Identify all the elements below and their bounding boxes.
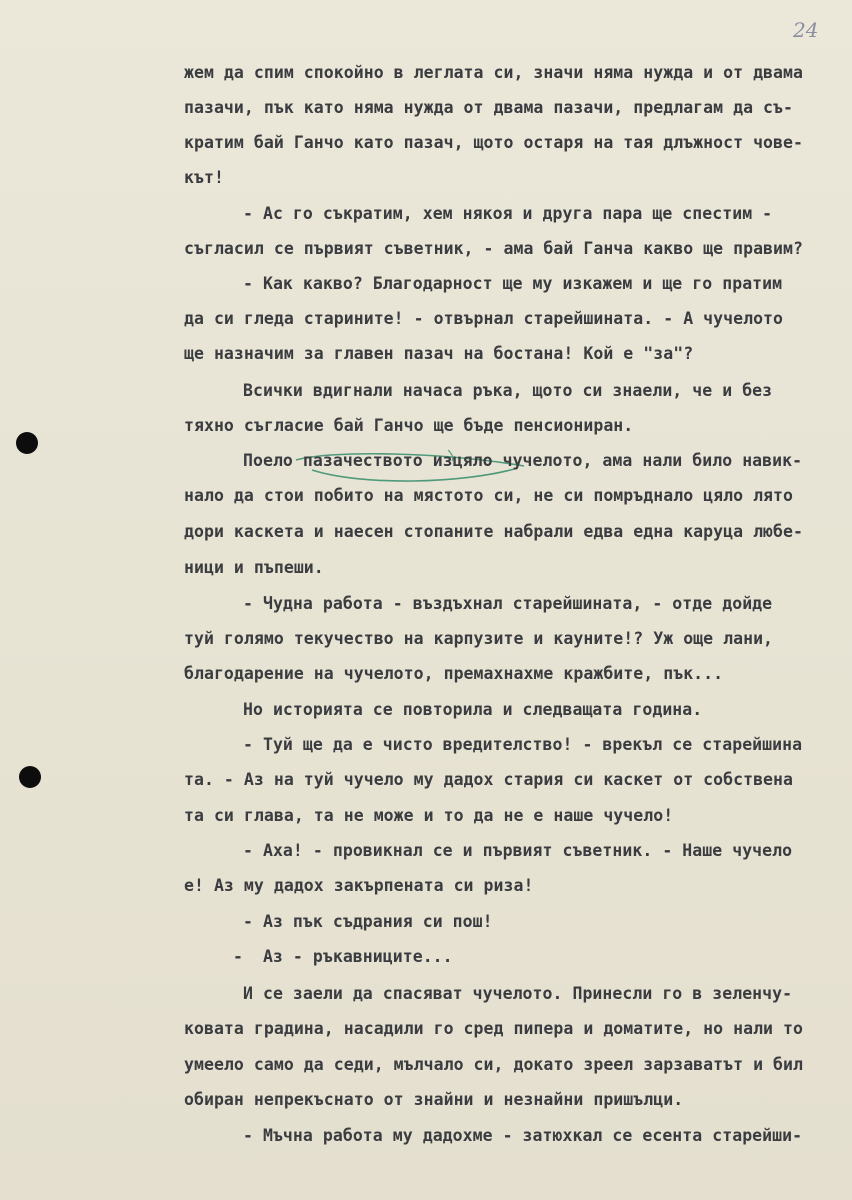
- text-line: ще назначим за главен пазач на бостана! Кой е "за"?: [184, 344, 694, 363]
- page-number: 24: [793, 18, 819, 42]
- text-line: дори каскета и наесен стопаните набрали едва една каруца любе-: [184, 522, 803, 541]
- text-line: да си гледа старините! - отвърнал старейшината. - А чучелото: [184, 309, 784, 328]
- text-line: жем да спим спокойно в леглата си, значи няма нужда и от двама: [184, 63, 803, 82]
- text-line: - Мъчна работа му дадохме - затюхкал се есента старейши-: [243, 1126, 803, 1145]
- text-line: И се заели да спасяват чучелото. Принесли го в зеленчу-: [243, 984, 793, 1003]
- text-line: пазачи, пък като няма нужда от двама пазачи, предлагам да съ-: [184, 98, 794, 117]
- text-line: умеело само да седи, мълчало си, докато зреел зарзаватът и бил: [184, 1055, 803, 1074]
- text-line: - Аха! - провикнал се и първият съветник. - Наше чучело: [243, 841, 793, 860]
- text-line: - Аз - ръкавниците...: [233, 947, 453, 966]
- text-line: Поело пазачеството изцяло чучелото, ама нали било навик-: [243, 451, 803, 470]
- text-line: благодарение на чучелото, премахнахме кражбите, пък...: [184, 664, 724, 683]
- text-line: ници и пъпеши.: [184, 558, 324, 577]
- text-line: тяхно съгласие бай Ганчо ще бъде пенсиониран.: [184, 416, 634, 435]
- punch-hole: [19, 766, 41, 788]
- punch-hole: [16, 432, 38, 454]
- text-line: ковата градина, насадили го сред пипера и доматите, но нали то: [184, 1019, 803, 1038]
- text-line: - Туй ще да е чисто вредителство! - врекъл се старейшина: [243, 735, 803, 754]
- text-line: та. - Аз на туй чучело му дадох стария си каскет от собствена: [184, 770, 794, 789]
- text-line: туй голямо текучество на карпузите и кауните!? Уж още лани,: [184, 629, 774, 648]
- text-line: - Как какво? Благодарност ще му изкажем и ще го пратим: [243, 274, 783, 293]
- text-line: нало да стои побито на мястото си, не си помръднало цяло лято: [184, 486, 794, 505]
- text-line: кратим бай Ганчо като пазач, щото остаря на тая длъжност чове-: [184, 133, 803, 152]
- text-line: съгласил се първият съветник, - ама бай Ганча какво ще правим?: [184, 239, 803, 258]
- text-line: обиран непрекъснато от знайни и незнайни пришълци.: [184, 1090, 684, 1109]
- text-line: та си глава, та не може и то да не е наше чучело!: [184, 806, 674, 825]
- text-line: - Чудна работа - въздъхнал старейшината, - отде дойде: [243, 594, 773, 613]
- text-line: е! Аз му дадох закърпената си риза!: [184, 876, 534, 895]
- text-line: - Аз пък съдрания си пош!: [243, 912, 493, 931]
- text-line: Всички вдигнали начаса ръка, щото си знаели, че и без: [243, 381, 773, 400]
- text-line: - Ас го съкратим, хем някоя и друга пара ще спестим -: [243, 204, 773, 223]
- text-line: кът!: [184, 168, 224, 187]
- text-line: Но историята се повторила и следващата година.: [243, 700, 703, 719]
